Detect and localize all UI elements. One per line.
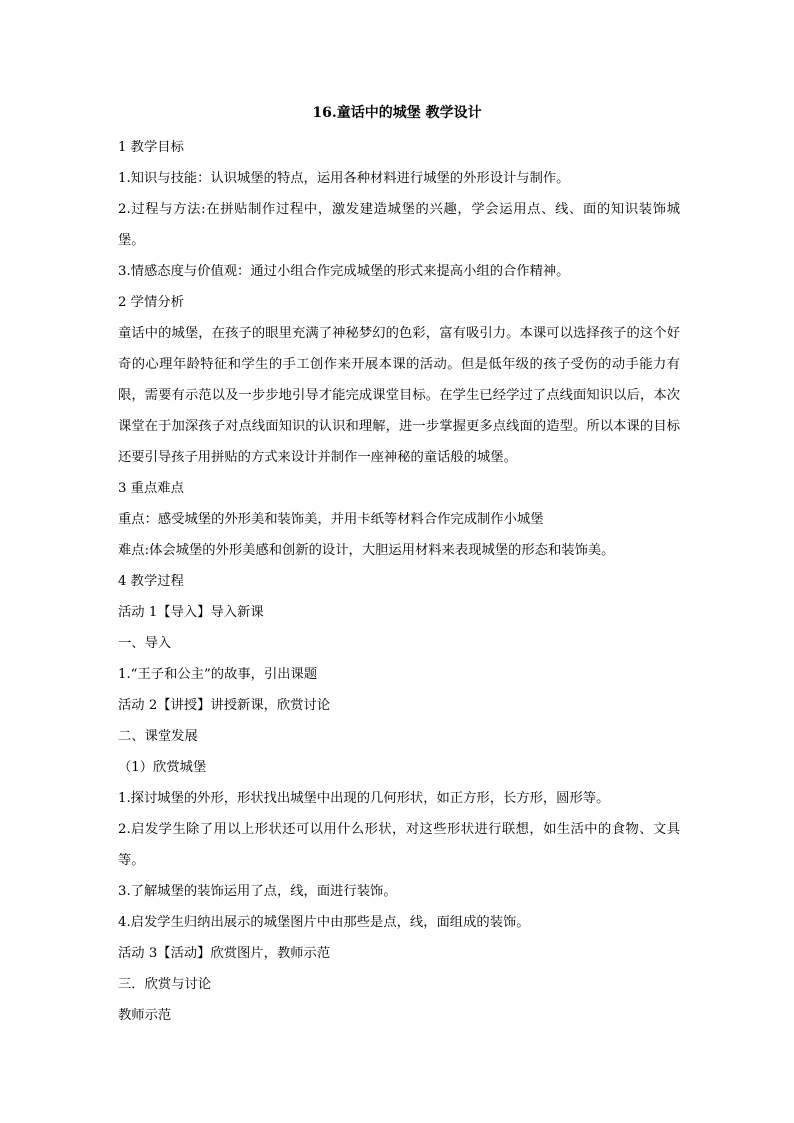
activity-heading: 活动 3【活动】欣赏图片，教师示范 (118, 946, 331, 961)
paragraph: （1）欣赏城堡 (118, 760, 207, 775)
paragraph: 1.探讨城堡的外形，形状找出城堡中出现的几何形状，如正方形，长方形，圆形等。 (118, 791, 610, 806)
paragraph: 重点：感受城堡的外形美和装饰美，并用卡纸等材料合作完成制作小城堡 (118, 512, 544, 527)
section-heading: 2 学情分析 (118, 295, 184, 310)
paragraph: 童话中的城堡，在孩子的眼里充满了神秘梦幻的色彩，富有吸引力。本课可以选择孩子的这个好奇的心理年龄特征和学生的手工创作来开展本课的活动。但是低年级的孩子受伤的动手能力有限，需要有示范以及一步步地引导才能完成课堂目标。在学生已经学过了点线面知识以后，本次课堂在于加深孩子对点线面知识的认识和理解，进一步掌握更多点线面的造型。所以本课的目标还要引导孩子用拼贴的方式来设计并制作一座神秘的童话般的城堡。 (118, 326, 680, 465)
paragraph: 4.启发学生归纳出展示的城堡图片中由那些是点，线，面组成的装饰。 (118, 915, 530, 930)
paragraph: 三．欣赏与讨论 (118, 977, 212, 992)
paragraph: 3.情感态度与价值观：通过小组合作完成城堡的形式来提高小组的合作精神。 (118, 264, 570, 279)
paragraph: 1.知识与技能：认识城堡的特点，运用各种材料进行城堡的外形设计与制作。 (118, 171, 570, 186)
section-heading: 1 教学目标 (118, 140, 184, 155)
paragraph: 2.启发学生除了用以上形状还可以用什么形状，对这些形状进行联想，如生活中的食物、文具等。 (118, 822, 680, 868)
paragraph: 1.“王子和公主”的故事，引出课题 (118, 667, 318, 682)
document-title: 16.童话中的城堡 教学设计 (312, 105, 482, 121)
paragraph: 2.过程与方法:在拼贴制作过程中，激发建造城堡的兴趣，学会运用点、线、面的知识装饰城堡。 (118, 202, 680, 248)
section-heading: 3 重点难点 (118, 481, 184, 496)
activity-heading: 活动 1【导入】导入新课 (118, 605, 264, 620)
paragraph: 3.了解城堡的装饰运用了点，线，面进行装饰。 (118, 884, 397, 899)
document-body (118, 132, 680, 1031)
paragraph: 难点:体会城堡的外形美感和创新的设计，大胆运用材料来表现城堡的形态和装饰美。 (118, 543, 615, 558)
paragraph: 教师示范 (118, 1008, 172, 1023)
paragraph: 一、导入 (118, 636, 172, 651)
section-heading: 4 教学过程 (118, 574, 184, 589)
activity-heading: 活动 2【讲授】讲授新课，欣赏讨论 (118, 698, 331, 713)
paragraph: 二、课堂发展 (118, 729, 198, 744)
